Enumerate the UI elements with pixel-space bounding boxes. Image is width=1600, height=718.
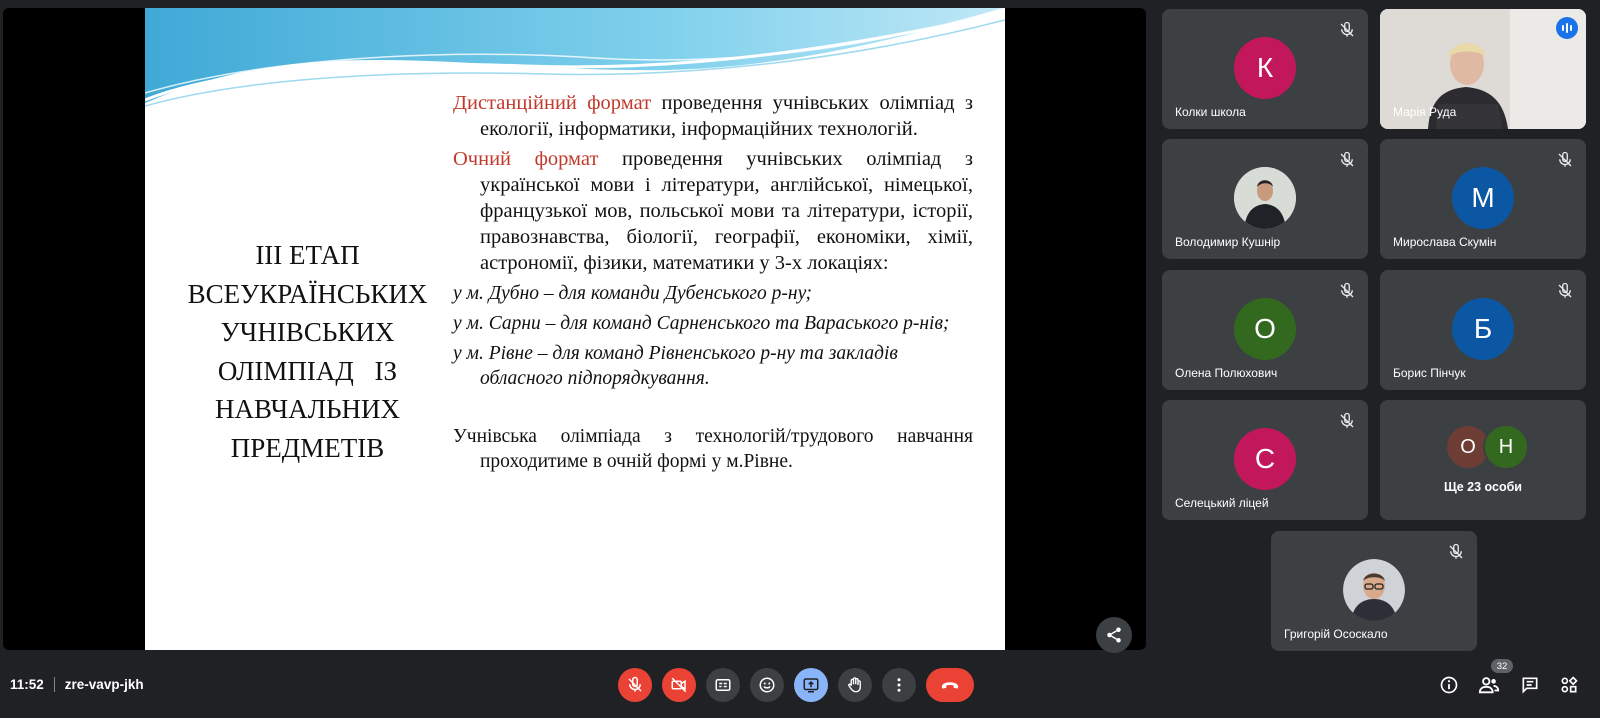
slide-title-line: ІІІ ЕТАП: [255, 240, 360, 270]
participant-tile[interactable]: [1380, 270, 1586, 390]
mic-off-icon: [1338, 21, 1356, 39]
inperson-format-text: проведення учнівських олімпіад з української мови і літератури, англійської, німецької, французької мов, польської мови та літератури, історії, правознавства, біології, географії, економіки, хімії, астрономії, фізики, математики у 3-х локаціях:: [480, 148, 974, 274]
participant-tile[interactable]: [1162, 270, 1368, 390]
present-icon: [802, 676, 820, 694]
participant-tile[interactable]: [1380, 139, 1586, 259]
slide-title-line: ОЛІМПІАД ІЗ: [217, 355, 398, 386]
mic-off-icon: [1338, 151, 1356, 169]
participant-name: Мирослава Скумін: [1393, 235, 1497, 249]
chat-icon: [1520, 675, 1540, 695]
mic-off-icon: [1447, 543, 1465, 561]
mic-off-icon: [1556, 151, 1574, 169]
divider: [54, 677, 55, 692]
avatar: М: [1452, 167, 1514, 229]
meeting-info: [10, 677, 144, 692]
mic-toggle-button[interactable]: [618, 668, 652, 702]
activities-button[interactable]: [1557, 673, 1581, 697]
more-options-button[interactable]: [882, 668, 916, 702]
emoji-button[interactable]: [750, 668, 784, 702]
slide-title-line: УЧНІВСЬКИХ: [220, 317, 395, 347]
participant-name: Марія Руда: [1393, 105, 1457, 119]
avatar: К: [1234, 37, 1296, 99]
avatar: [1234, 167, 1296, 229]
camera-toggle-button[interactable]: [662, 668, 696, 702]
captions-icon: [714, 676, 732, 694]
avatar: Б: [1452, 298, 1514, 360]
mic-off-icon: [1338, 282, 1356, 300]
inperson-format-paragraph: [453, 146, 973, 276]
chat-button[interactable]: [1518, 673, 1542, 697]
more-participants-label: Ще 23 особи: [1443, 480, 1522, 494]
camera-off-icon: [670, 676, 688, 694]
slide-title-line: ПРЕДМЕТІВ: [230, 432, 385, 463]
more-participants-avatars: [1445, 424, 1525, 468]
share-presentation-button[interactable]: [1096, 617, 1132, 653]
speaking-indicator: [1556, 17, 1578, 39]
slide-title-line: ВСЕУКРАЇНСЬКИХ: [187, 278, 428, 309]
location-item: у м. Сарни – для команд Сарненського та Вараського р-нів;: [453, 313, 950, 334]
avatar: О: [1445, 424, 1491, 470]
inperson-format-heading: Очний формат: [453, 148, 599, 170]
participant-tile[interactable]: [1162, 9, 1368, 129]
location-item: у м. Рівне – для команд Рівненського р-ну та закладів обласного підпорядкування.: [453, 343, 898, 389]
remote-format-paragraph: [453, 90, 973, 142]
remote-format-heading: Дистанційний формат: [453, 92, 652, 114]
more-vert-icon: [890, 676, 908, 694]
clock: 11:52: [10, 677, 44, 692]
participant-name: Григорій Ососкало: [1284, 627, 1388, 641]
leave-call-button[interactable]: [926, 668, 974, 702]
slide-title: [175, 236, 440, 467]
more-participants-tile[interactable]: [1380, 400, 1586, 520]
avatar: Н: [1483, 424, 1529, 470]
captions-button[interactable]: [706, 668, 740, 702]
location-item: у м. Дубно – для команди Дубенського р-ну;: [453, 283, 812, 304]
avatar: С: [1234, 428, 1296, 490]
participant-name: Селецький ліцей: [1175, 496, 1269, 510]
info-icon: [1439, 675, 1459, 695]
slide-body: [453, 90, 973, 494]
avatar: [1343, 559, 1405, 621]
people-icon: [1478, 674, 1500, 696]
mic-off-icon: [1338, 412, 1356, 430]
meeting-details-button[interactable]: [1437, 673, 1461, 697]
slide-title-line: НАВЧАЛЬНИХ: [214, 394, 401, 424]
avatar: О: [1234, 298, 1296, 360]
participant-tile[interactable]: [1380, 9, 1586, 129]
participant-name: Олена Полюхович: [1175, 366, 1278, 380]
present-screen-button[interactable]: [794, 668, 828, 702]
hang-up-icon: [939, 674, 961, 696]
participant-name: Володимир Кушнір: [1175, 235, 1281, 249]
mic-off-icon: [1556, 282, 1574, 300]
participant-name: Борис Пінчук: [1393, 366, 1466, 380]
emoji-icon: [758, 676, 776, 694]
participant-count-badge: 32: [1491, 659, 1513, 673]
remote-format-text: проведення учнівських олімпіад з екології, інформатики, інформаційних технологій.: [480, 92, 974, 140]
presentation-area: [3, 8, 1146, 650]
mic-off-icon: [626, 676, 644, 694]
meeting-code: zre-vavp-jkh: [64, 677, 144, 692]
people-button[interactable]: [1477, 673, 1501, 697]
closing-paragraph: Учнівська олімпіада з технологій/трудового навчання проходитиме в очній формі у м.Рівне.: [453, 426, 973, 472]
activities-icon: [1559, 675, 1579, 695]
share-icon: [1105, 626, 1123, 644]
presentation-slide: [145, 8, 1005, 650]
raise-hand-icon: [846, 676, 864, 694]
raise-hand-button[interactable]: [838, 668, 872, 702]
participant-name: Колки школа: [1175, 105, 1246, 119]
participant-tile[interactable]: [1271, 531, 1477, 651]
participant-tile[interactable]: [1162, 400, 1368, 520]
participant-tile[interactable]: [1162, 139, 1368, 259]
